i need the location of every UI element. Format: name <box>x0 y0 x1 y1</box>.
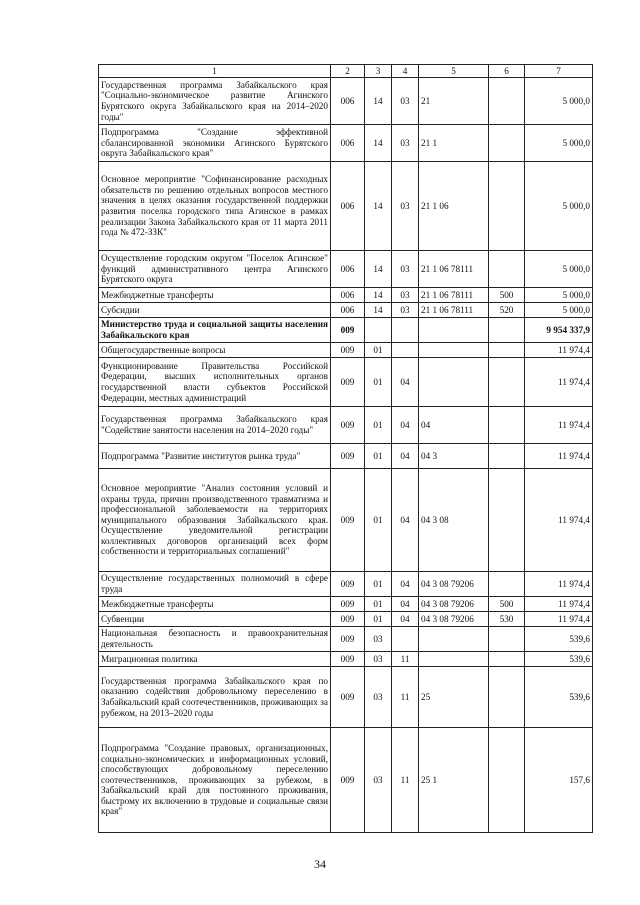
row-name: Государственная программа Забайкальского края "Содействие занятости населения на 2014–2020 годы" <box>99 407 331 444</box>
expense-type-code <box>489 652 525 667</box>
section-code: 01 <box>365 407 392 444</box>
admin-code: 006 <box>331 303 365 318</box>
target-article-code: 04 3 08 79206 <box>419 612 489 627</box>
header-cell: 7 <box>525 65 593 78</box>
admin-code: 009 <box>331 612 365 627</box>
target-article-code <box>419 358 489 407</box>
amount: 11 974,4 <box>525 572 593 597</box>
row-name: Осуществление городским округом "Поселок Агинское" функций административного центра Агинского Бурятского округа <box>99 251 331 288</box>
row-name: Министерство труда и социальной защиты населения Забайкальского края <box>99 318 331 343</box>
subsection-code: 03 <box>392 288 419 303</box>
target-article-code: 25 <box>419 667 489 728</box>
subsection-code: 04 <box>392 612 419 627</box>
expense-type-code <box>489 318 525 343</box>
amount: 11 974,4 <box>525 343 593 358</box>
expense-type-code <box>489 251 525 288</box>
subsection-code: 03 <box>392 162 419 251</box>
row-name: Основное мероприятие "Анализ состояния условий и охраны труда, причин производственного травматизма и профессиональной заболеваемости на территориях муниципального образования Забайкальского края. Осуществление уведомительной регистрации коллективных договоров организаций всех форм собственности и территориальных соглашений" <box>99 469 331 572</box>
header-cell: 6 <box>489 65 525 78</box>
table-row <box>99 572 593 597</box>
section-code: 14 <box>365 162 392 251</box>
row-name: Государственная программа Забайкальского края "Социально-экономическое развитие Агинского Бурятского округа Забайкальского края на 2014–2020 годы" <box>99 78 331 125</box>
row-name: Подпрограмма "Развитие институтов рынка труда" <box>99 444 331 469</box>
amount: 539,6 <box>525 627 593 652</box>
table-row <box>99 162 593 251</box>
section-code: 01 <box>365 343 392 358</box>
expense-type-code: 520 <box>489 303 525 318</box>
subsection-code <box>392 627 419 652</box>
section-code: 14 <box>365 125 392 162</box>
row-name: Субвенции <box>99 612 331 627</box>
table-row <box>99 288 593 303</box>
amount: 539,6 <box>525 652 593 667</box>
expense-type-code <box>489 78 525 125</box>
amount: 5 000,0 <box>525 288 593 303</box>
row-name: Подпрограмма "Создание эффективной сбалансированной экономики Агинского Бурятского округа Забайкальского края" <box>99 125 331 162</box>
admin-code: 009 <box>331 318 365 343</box>
row-name: Национальная безопасность и правоохранительная деятельность <box>99 627 331 652</box>
target-article-code: 04 3 <box>419 444 489 469</box>
section-code: 03 <box>365 627 392 652</box>
admin-code: 006 <box>331 125 365 162</box>
target-article-code: 25 1 <box>419 728 489 833</box>
table-row <box>99 728 593 833</box>
table-row <box>99 469 593 572</box>
section-code: 14 <box>365 251 392 288</box>
admin-code: 009 <box>331 469 365 572</box>
section-code: 01 <box>365 358 392 407</box>
table-row <box>99 343 593 358</box>
expense-type-code <box>489 407 525 444</box>
table-row <box>99 358 593 407</box>
subsection-code: 03 <box>392 303 419 318</box>
expense-type-code <box>489 469 525 572</box>
target-article-code <box>419 318 489 343</box>
amount: 5 000,0 <box>525 303 593 318</box>
amount: 9 954 337,9 <box>525 318 593 343</box>
target-article-code: 21 1 <box>419 125 489 162</box>
header-cell: 1 <box>99 65 331 78</box>
amount: 11 974,4 <box>525 612 593 627</box>
section-code: 14 <box>365 288 392 303</box>
table-body <box>99 65 593 833</box>
header-cell: 4 <box>392 65 419 78</box>
expense-type-code <box>489 627 525 652</box>
table-row <box>99 78 593 125</box>
row-name: Государственная программа Забайкальского края по оказанию содействия добровольному переселению в Забайкальский край соотечественников, проживающих за рубежом, на 2013–2020 годы <box>99 667 331 728</box>
subsection-code: 04 <box>392 358 419 407</box>
expense-type-code <box>489 343 525 358</box>
expense-type-code <box>489 125 525 162</box>
table-row <box>99 627 593 652</box>
expense-type-code: 530 <box>489 612 525 627</box>
admin-code: 009 <box>331 667 365 728</box>
section-code: 01 <box>365 597 392 612</box>
expense-type-code <box>489 358 525 407</box>
expense-type-code <box>489 667 525 728</box>
target-article-code: 21 <box>419 78 489 125</box>
subsection-code: 11 <box>392 728 419 833</box>
header-cell: 2 <box>331 65 365 78</box>
row-name: Функционирование Правительства Российской Федерации, высших исполнительных органов государственной власти субъектов Российской Федерации, местных администраций <box>99 358 331 407</box>
subsection-code: 04 <box>392 407 419 444</box>
target-article-code <box>419 343 489 358</box>
section-code: 01 <box>365 612 392 627</box>
admin-code: 009 <box>331 652 365 667</box>
table-row <box>99 597 593 612</box>
amount: 5 000,0 <box>525 251 593 288</box>
target-article-code: 04 3 08 <box>419 469 489 572</box>
section-code: 03 <box>365 728 392 833</box>
target-article-code: 04 3 08 79206 <box>419 572 489 597</box>
page-number: 34 <box>314 857 326 871</box>
admin-code: 009 <box>331 358 365 407</box>
subsection-code: 11 <box>392 667 419 728</box>
row-name: Осуществление государственных полномочий в сфере труда <box>99 572 331 597</box>
target-article-code: 21 1 06 78111 <box>419 303 489 318</box>
table-row <box>99 444 593 469</box>
admin-code: 009 <box>331 407 365 444</box>
table-row <box>99 612 593 627</box>
subsection-code: 03 <box>392 251 419 288</box>
row-name: Основное мероприятие "Софинансирование расходных обязательств по решению отдельных вопросов местного значения в целях оказания государственной поддержки развития поселка городского типа Агинское в рамках реализации Закона Забайкальского края от 11 марта 2011 года № 472-ЗЗК" <box>99 162 331 251</box>
section-code: 03 <box>365 667 392 728</box>
subsection-code: 03 <box>392 78 419 125</box>
admin-code: 009 <box>331 343 365 358</box>
admin-code: 009 <box>331 572 365 597</box>
amount: 5 000,0 <box>525 162 593 251</box>
section-code: 01 <box>365 444 392 469</box>
amount: 11 974,4 <box>525 444 593 469</box>
table-row <box>99 125 593 162</box>
row-name: Межбюджетные трансферты <box>99 597 331 612</box>
subsection-code: 11 <box>392 652 419 667</box>
admin-code: 006 <box>331 162 365 251</box>
header-cell: 3 <box>365 65 392 78</box>
section-code: 14 <box>365 78 392 125</box>
admin-code: 006 <box>331 288 365 303</box>
amount: 5 000,0 <box>525 78 593 125</box>
header-cell: 5 <box>419 65 489 78</box>
section-code: 03 <box>365 652 392 667</box>
row-name: Общегосударственные вопросы <box>99 343 331 358</box>
table-row <box>99 251 593 288</box>
subsection-code: 04 <box>392 597 419 612</box>
budget-table <box>98 64 593 833</box>
section-code: 01 <box>365 469 392 572</box>
row-name: Межбюджетные трансферты <box>99 288 331 303</box>
amount: 5 000,0 <box>525 125 593 162</box>
section-code: 14 <box>365 303 392 318</box>
target-article-code: 21 1 06 <box>419 162 489 251</box>
row-name: Подпрограмма "Создание правовых, организационных, социально-экономических и информационных условий, способствующих добровольному переселению соотечественников, проживающих за рубежом, в Забайкальский край для постоянного проживания, быстрому их включению в трудовые и социальные связи края" <box>99 728 331 833</box>
admin-code: 006 <box>331 78 365 125</box>
amount: 11 974,4 <box>525 597 593 612</box>
admin-code: 006 <box>331 251 365 288</box>
table-row <box>99 652 593 667</box>
table-row <box>99 407 593 444</box>
subsection-code <box>392 318 419 343</box>
table-row <box>99 667 593 728</box>
expense-type-code <box>489 162 525 251</box>
admin-code: 009 <box>331 728 365 833</box>
subsection-code: 04 <box>392 572 419 597</box>
header-row <box>99 65 593 78</box>
section-code: 01 <box>365 572 392 597</box>
admin-code: 009 <box>331 444 365 469</box>
target-article-code: 21 1 06 78111 <box>419 288 489 303</box>
target-article-code: 04 3 08 79206 <box>419 597 489 612</box>
table-row <box>99 303 593 318</box>
subsection-code <box>392 343 419 358</box>
expense-type-code <box>489 444 525 469</box>
target-article-code: 21 1 06 78111 <box>419 251 489 288</box>
target-article-code: 04 <box>419 407 489 444</box>
amount: 11 974,4 <box>525 469 593 572</box>
expense-type-code <box>489 572 525 597</box>
subsection-code: 03 <box>392 125 419 162</box>
amount: 11 974,4 <box>525 358 593 407</box>
admin-code: 009 <box>331 597 365 612</box>
target-article-code <box>419 652 489 667</box>
amount: 539,6 <box>525 667 593 728</box>
subsection-code: 04 <box>392 469 419 572</box>
table-row <box>99 318 593 343</box>
admin-code: 009 <box>331 627 365 652</box>
amount: 157,6 <box>525 728 593 833</box>
row-name: Субсидии <box>99 303 331 318</box>
row-name: Миграционная политика <box>99 652 331 667</box>
expense-type-code: 500 <box>489 288 525 303</box>
section-code <box>365 318 392 343</box>
target-article-code <box>419 627 489 652</box>
subsection-code: 04 <box>392 444 419 469</box>
amount: 11 974,4 <box>525 407 593 444</box>
expense-type-code <box>489 728 525 833</box>
expense-type-code: 500 <box>489 597 525 612</box>
